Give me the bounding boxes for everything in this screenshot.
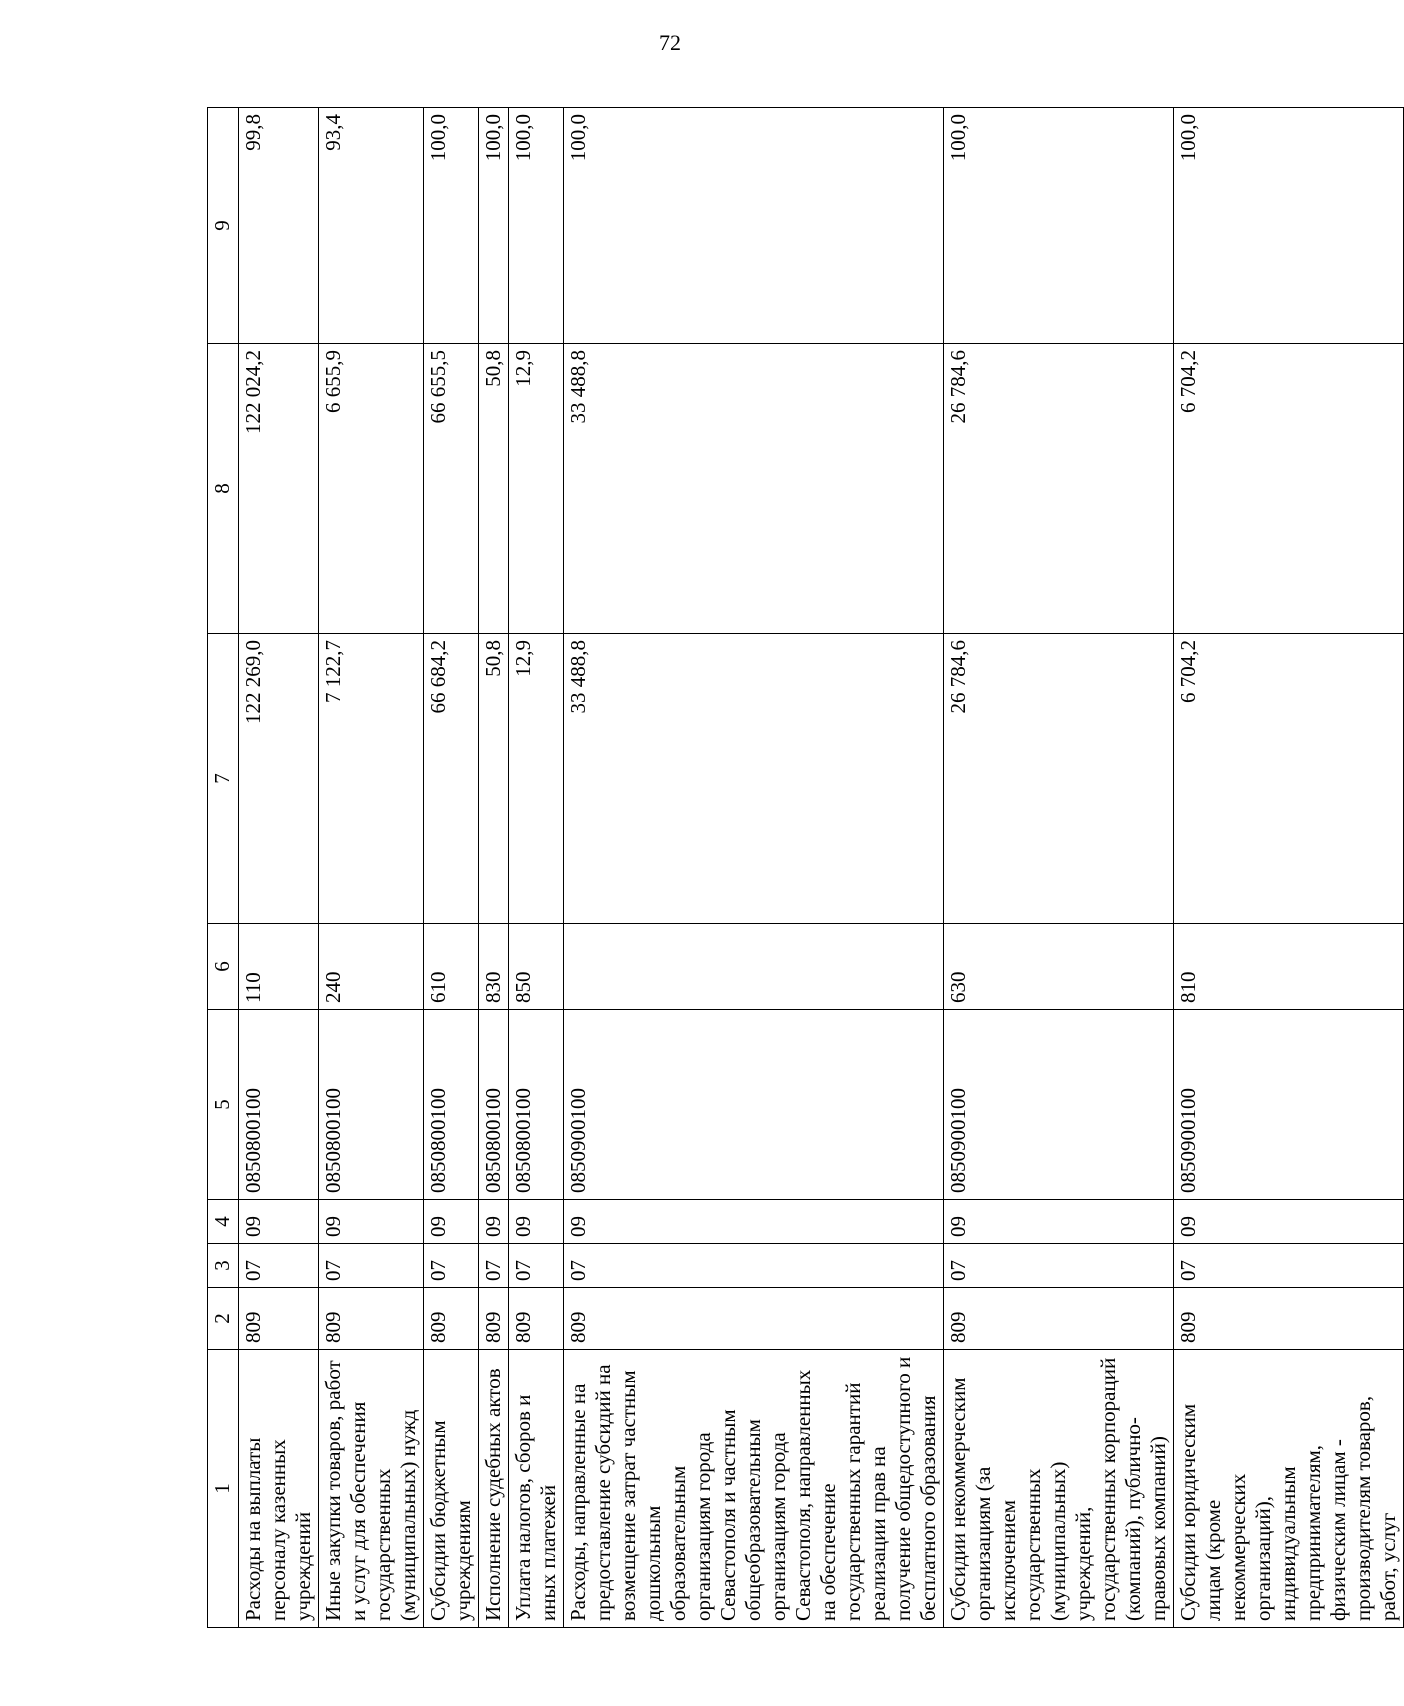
cell-expense-type: 610 [424,924,479,1010]
column-header: 8 [208,344,239,634]
cell-planned: 122 269,0 [239,634,319,924]
cell-percent: 99,8 [239,108,319,344]
cell-planned: 66 684,2 [424,634,479,924]
cell-subsection: 09 [424,1200,479,1244]
cell-expense-type: 850 [509,924,564,1010]
budget-table-container [207,108,1400,1628]
row-description: Субсидии бюджетным учреждениям [424,1350,479,1628]
table-row [424,108,479,1628]
cell-section: 07 [1174,1244,1404,1288]
cell-ministry-code: 809 [509,1288,564,1350]
cell-percent: 100,0 [479,108,509,344]
cell-section: 07 [564,1244,944,1288]
header-row [208,108,239,1628]
row-description: Расходы, направленные на предоставление субсидий на возмещение затрат частным дошкольным образовательным организациям города Севастополя и частным общеобразовательным организациям города Севастополя, направленных на обеспечение государственных гарантий реализации прав на получение общедоступного и бесплатного образования [564,1350,944,1628]
cell-target-code: 0850900100 [1174,1010,1404,1200]
cell-ministry-code: 809 [944,1288,1174,1350]
table-row [944,108,1174,1628]
cell-ministry-code: 809 [564,1288,944,1350]
cell-section: 07 [424,1244,479,1288]
row-description: Уплата налогов, сборов и иных платежей [509,1350,564,1628]
cell-subsection: 09 [944,1200,1174,1244]
column-header: 7 [208,634,239,924]
cell-percent: 100,0 [424,108,479,344]
cell-executed: 50,8 [479,344,509,634]
table-row [1174,108,1404,1628]
cell-planned: 50,8 [479,634,509,924]
cell-ministry-code: 809 [1174,1288,1404,1350]
cell-percent: 100,0 [944,108,1174,344]
cell-executed: 33 488,8 [564,344,944,634]
budget-table [207,107,1404,1628]
cell-percent: 100,0 [564,108,944,344]
row-description: Расходы на выплаты персоналу казенных учреждений [239,1350,319,1628]
column-header: 4 [208,1200,239,1244]
cell-subsection: 09 [564,1200,944,1244]
table-row [564,108,944,1628]
cell-ministry-code: 809 [319,1288,424,1350]
cell-planned: 33 488,8 [564,634,944,924]
row-description: Иные закупки товаров, работ и услуг для обеспечения государственных (муниципальных) нужд [319,1350,424,1628]
cell-planned: 6 704,2 [1174,634,1404,924]
cell-target-code: 0850900100 [564,1010,944,1200]
row-description: Субсидии юридическим лицам (кроме некоммерческих организаций), индивидуальным предпринимателям, физическим лицам - производителям товаров, работ, услуг [1174,1350,1404,1628]
cell-ministry-code: 809 [424,1288,479,1350]
cell-target-code: 0850800100 [319,1010,424,1200]
table-row [239,108,319,1628]
table-header [208,108,239,1628]
table-body [239,108,1404,1628]
column-header: 2 [208,1288,239,1350]
table-row [319,108,424,1628]
cell-percent: 100,0 [509,108,564,344]
cell-section: 07 [479,1244,509,1288]
cell-expense-type: 810 [1174,924,1404,1010]
cell-section: 07 [319,1244,424,1288]
cell-subsection: 09 [479,1200,509,1244]
row-description: Исполнение судебных актов [479,1350,509,1628]
cell-executed: 122 024,2 [239,344,319,634]
cell-executed: 66 655,5 [424,344,479,634]
column-header: 6 [208,924,239,1010]
row-description: Субсидии некоммерческим организациям (за исключением государственных (муниципальных) учреждений, государственных корпораций (компаний), публично-правовых компаний) [944,1350,1174,1628]
cell-percent: 93,4 [319,108,424,344]
cell-target-code: 0850900100 [944,1010,1174,1200]
cell-ministry-code: 809 [479,1288,509,1350]
cell-percent: 100,0 [1174,108,1404,344]
page-number: 72 [659,30,681,55]
cell-planned: 12,9 [509,634,564,924]
cell-section: 07 [509,1244,564,1288]
table-row [509,108,564,1628]
column-header: 5 [208,1010,239,1200]
cell-subsection: 09 [239,1200,319,1244]
cell-executed: 6 704,2 [1174,344,1404,634]
cell-target-code: 0850800100 [424,1010,479,1200]
cell-executed: 26 784,6 [944,344,1174,634]
column-header: 1 [208,1350,239,1628]
cell-target-code: 0850800100 [509,1010,564,1200]
cell-target-code: 0850800100 [479,1010,509,1200]
cell-subsection: 09 [319,1200,424,1244]
cell-planned: 7 122,7 [319,634,424,924]
column-header: 3 [208,1244,239,1288]
cell-executed: 12,9 [509,344,564,634]
cell-executed: 6 655,9 [319,344,424,634]
cell-expense-type: 240 [319,924,424,1010]
cell-section: 07 [944,1244,1174,1288]
cell-expense-type: 630 [944,924,1174,1010]
cell-expense-type: 110 [239,924,319,1010]
cell-expense-type: 830 [479,924,509,1010]
table-row [479,108,509,1628]
cell-section: 07 [239,1244,319,1288]
column-header: 9 [208,108,239,344]
cell-planned: 26 784,6 [944,634,1174,924]
cell-target-code: 0850800100 [239,1010,319,1200]
cell-ministry-code: 809 [239,1288,319,1350]
cell-subsection: 09 [509,1200,564,1244]
cell-expense-type [564,924,944,1010]
cell-subsection: 09 [1174,1200,1404,1244]
